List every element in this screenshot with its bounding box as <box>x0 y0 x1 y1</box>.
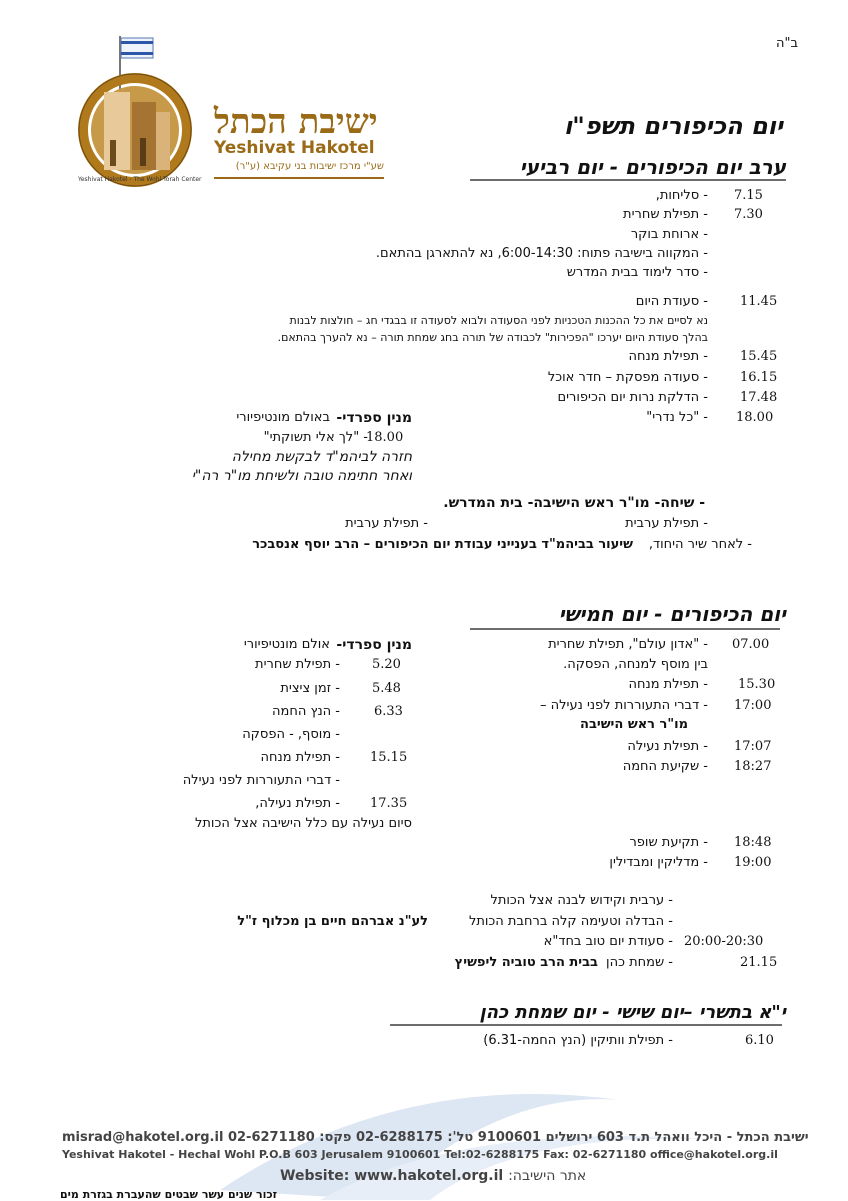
s2-text-5: - תפילת נעילה <box>627 739 708 754</box>
s1-text-2: - ארוחת בוקר <box>630 227 708 242</box>
s3-time: 6.10 <box>745 1033 774 1048</box>
s1-text-7: - סעודה מפסקת – חדר אוכל <box>547 370 708 385</box>
footer-website[interactable]: Website: www.hakotel.org.il <box>280 1168 504 1184</box>
s1-text-1: - תפילת שחרית <box>623 207 708 222</box>
s2-seph-text-6: - תפילת נעילה, <box>255 796 340 811</box>
s2-seph-time-2: 6.33 <box>374 704 403 719</box>
footer-website-line <box>280 1168 586 1184</box>
s2-time-2: 15.30 <box>738 677 776 692</box>
s1-arvit-b: - תפילת ערבית <box>345 516 428 531</box>
s1-time-6: 15.45 <box>740 349 778 364</box>
s2-seph-text-4: - תפילת מנחה <box>260 750 340 765</box>
s2-havdala-b: לע"נ אברהם חיים בן מכלוף ז"ל <box>237 914 428 929</box>
footer-line1 <box>62 1130 809 1145</box>
section2-heading: יום הכיפורים - יום חמישי <box>558 602 786 626</box>
s2-simcha-b: בבית הרב טוביה ליפשיץ <box>454 955 598 970</box>
footer-memorial: זכור שנים עשר שבטים שהעברת בגזרת מים <box>60 1188 278 1201</box>
s1-time-9: 18.00 <box>736 410 774 425</box>
s2-sephardi-title: מנין ספרדי- <box>336 637 412 653</box>
s2-time-3: 17:00 <box>734 698 772 713</box>
s2-seph-text-2: - הנץ החמה <box>272 704 340 719</box>
s2-time-5: 17:07 <box>734 739 772 754</box>
s1-time-5: 11.45 <box>740 294 778 309</box>
s2-arvit-kotel: - ערבית וקידוש לבנה אצל הכותל <box>490 893 673 908</box>
s2-text-3: - דברי התעוררות לפני נעילה – <box>540 698 708 713</box>
logo-english-name: Yeshivat Hakotel <box>214 138 375 158</box>
section3-heading: י"א בתשרי –יום שישי - יום שמחת כהן <box>479 1002 786 1023</box>
s1-sicha: - שיחה- מו"ר ראש הישיבה- בית המדרש. <box>443 495 705 511</box>
page-title: יום הכיפורים תשפ"ו <box>563 112 783 140</box>
section3-underline <box>390 1024 782 1026</box>
s1-time-7: 16.15 <box>740 370 778 385</box>
s2-text-6: - שקיעת החמה <box>622 759 708 774</box>
footer-email[interactable]: misrad@hakotel.org.il <box>62 1130 224 1145</box>
s1-text-6: - תפילת מנחה <box>628 349 708 364</box>
s2-seph-text-0: - תפילת שחרית <box>255 657 340 672</box>
s2-simcha-time: 21.15 <box>740 955 778 970</box>
s1-shiur-b: שיעור בביהמ"ד בענייני עבודת יום הכיפורים – הרב יוסף אנסבכר <box>252 537 633 552</box>
s2-havdala-a: - הבדלה וטעימה קלה ברחבת הכותל <box>468 914 673 929</box>
s2-seph-text-3: - מוסף, - הפסקה <box>242 727 340 742</box>
section1-underline <box>470 179 786 181</box>
s1-meal-note-2: בהלך סעודת היום יערכו "הפכירות" לכבודה של תורה בחג שמחת תורה – נא להערך בהתאם. <box>277 331 708 344</box>
s2-seph-time-0: 5.20 <box>372 657 401 672</box>
s2-seph-text-5: - דברי התעוררות לפני נעילה <box>182 773 340 788</box>
s2-light-time: 19:00 <box>734 855 772 870</box>
s2-time-0: 07.00 <box>732 637 770 652</box>
s2-text-0: - "אדון עולם", תפילת שחרית <box>548 637 708 652</box>
logo-underline <box>214 177 384 179</box>
s2-simcha-a: - שמחת כהן <box>606 955 673 970</box>
s2-text-1: בין מוסף למנחה, הפסקה. <box>563 657 708 672</box>
footer-website-label: אתר הישיבה: <box>508 1168 587 1184</box>
section2-underline <box>470 628 780 630</box>
s1-time-1: 7.30 <box>734 207 763 222</box>
s1-text-8: - הדלקת נרות יום הכיפורים <box>557 390 708 405</box>
logo-ring-text: Yeshivat Hakotel - The Wohl Torah Center <box>78 176 202 183</box>
s1-sephardi-place: באולם מונטיפיורי <box>236 410 330 425</box>
s2-seph-time-4: 15.15 <box>370 750 408 765</box>
s1-time-8: 17.48 <box>740 390 778 405</box>
s2-seuda-time: 20:00-20:30 <box>684 934 764 949</box>
logo-hebrew-name: ישיבת הכתל <box>214 102 378 142</box>
logo-subtitle: שע"י מרכז ישיבות בני עקיבא (ע"ר) <box>235 161 384 172</box>
s1-text-0: - סליחות, <box>655 188 708 203</box>
s1-text-4: - סדר לימוד בבית המדרש <box>566 265 708 280</box>
s2-shofar-text: - תקיעת שופר <box>629 835 708 850</box>
s1-meal-note-1: נא לסיים את כל ההכנות הטכניות לפני הסעודה ולבוא לסעודה זו בבגדי חג – חולצות לבנות <box>289 314 708 327</box>
s2-seph-text-1: - זמן ציצית <box>280 681 340 696</box>
s1-text-9: - "כל נדרי" <box>646 410 708 425</box>
yeshiva-logo-emblem <box>70 30 200 190</box>
s2-shofar-time: 18:48 <box>734 835 772 850</box>
s1-arvit-a: - תפילת ערבית <box>625 516 708 531</box>
s2-text-4: מו"ר ראש הישיבה <box>580 717 688 732</box>
s1-shiur-a: - לאחר שיר היחוד, <box>648 537 752 552</box>
s3-text: - תפילת וותיקין (הנץ החמה-6.31) <box>483 1033 673 1048</box>
s2-time-6: 18:27 <box>734 759 772 774</box>
s1-sephardi-line1: - "לך אלי תשוקתי" <box>263 430 368 445</box>
footer-line2: Yeshivat Hakotel - Hechal Wohl P.O.B 603 Jerusalem 9100601 Tel:02-6288175 Fax: 02-6271180 office@hakotel.org.il <box>62 1148 778 1161</box>
s2-seph-time-6: 17.35 <box>370 796 408 811</box>
s2-text-2: - תפילת מנחה <box>628 677 708 692</box>
s1-sephardi-title: מנין ספרדי- <box>336 410 412 426</box>
s1-sephardi-time: 18.00 <box>366 430 404 445</box>
s1-text-5: - סעודת היום <box>635 294 708 309</box>
bsd-mark: ב"ה <box>776 36 798 51</box>
s2-seuda-text: - סעודת יום טוב בחד"א <box>543 934 673 949</box>
s2-seph-time-1: 5.48 <box>372 681 401 696</box>
section1-heading: ערב יום הכיפורים - יום רביעי <box>519 155 786 179</box>
footer-address-hebrew: ישיבת הכתל - היכל וואהל ת.ד 603 ירושלים 9100601 טל': 02-6288175 פקס: 02-6271180 <box>227 1130 809 1145</box>
s1-text-3: - המקווה בישיבה פתוח: 6:00-14:30, נא להתארגן בהתאם. <box>375 246 708 261</box>
s1-time-0: 7.15 <box>734 188 763 203</box>
s1-sephardi-line3: ואחר חתימה טובה ולשיחת מו"ר רה"י <box>191 468 412 484</box>
s2-sephardi-end: סיום נעילה עם כלל הישיבה אצל הכותל <box>194 816 412 831</box>
s1-sephardi-line2: חזרה לביהמ"ד לבקשת מחילה <box>231 449 412 465</box>
s2-sephardi-place: אולם מונטיפיורי <box>243 637 330 652</box>
s2-light-text: - מדליקין ומבדילין <box>609 855 708 870</box>
